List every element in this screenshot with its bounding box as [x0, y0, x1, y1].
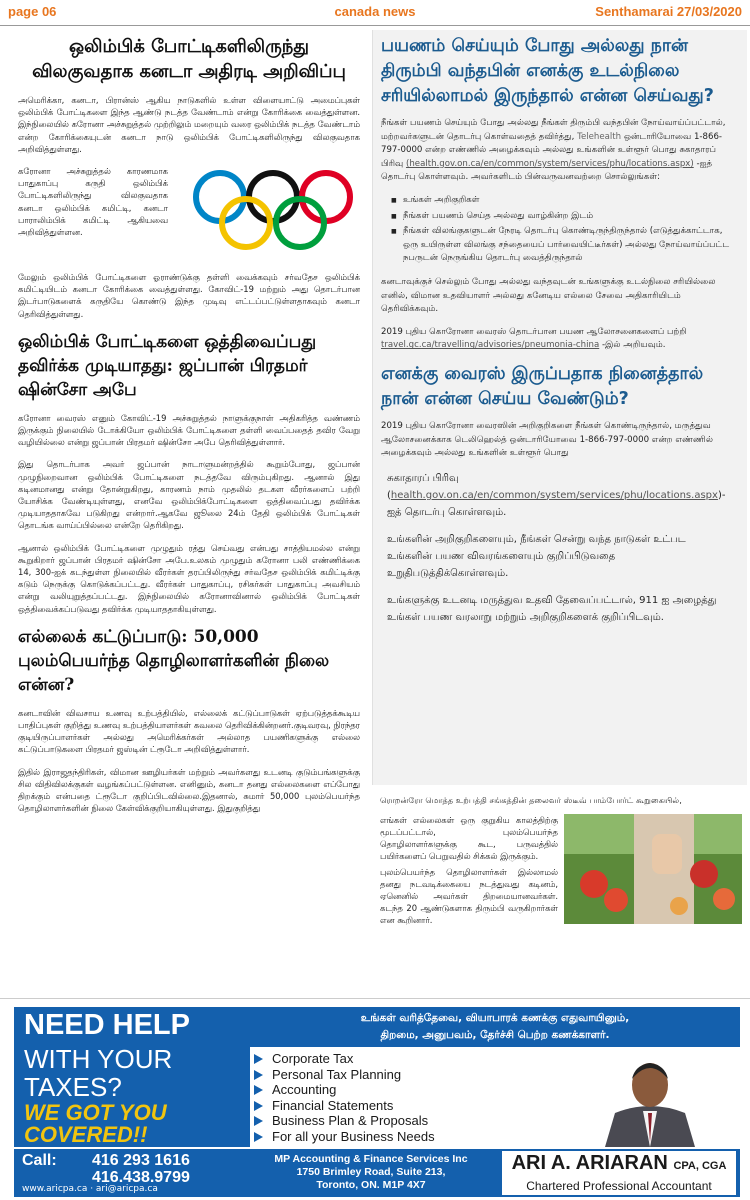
health-text: ஒன்டாரியோவை 1-866-797-0000 என்ற எண்ணில் அழைக்கவும் அல்லது உங்களின் உள்ளூர் பொது சுகாதாரப் பிரிவு [381, 131, 723, 169]
firm-street: 1750 Brimley Road, Suite 213, [296, 1166, 446, 1178]
health-paragraph: உங்களின் அறிகுறிகளையும், நீங்கள் சென்று வந்த நாடுகள் உட்பட உங்களின் பயண விவரங்களையும் குறிப்பிடுவதை உறுதிபடுத்திக்கொள்ளவும். [387, 533, 686, 579]
right-column-health-box [372, 30, 747, 785]
article-paragraph: எங்கள் எல்லைகள் ஒரு குறுகிய காலத்திற்கு மூடப்பட்டால், புலம்பெயர்ந்த தொழிலாளர்களுக்கு கூட, பருவத்தில் பயிர்களைப் பெறுவதில் சிக்கல் இருக்கும். [380, 815, 558, 861]
health-text: சுகாதாரப் பிரிவு ( [387, 472, 459, 501]
phone-number[interactable]: 416.438.9799 [92, 1169, 190, 1186]
health-paragraph [373, 117, 747, 185]
ad-tamil-banner [250, 1007, 740, 1047]
quote-with-photo [372, 814, 747, 924]
headline-japan-pm: ஒலிம்பிக் போட்டிகளை ஒத்திவைப்பது தவிர்க்க முடியாதது: ஜப்பான் பிரதமர் ஷின்சோ அபே [18, 331, 317, 400]
ad-headline: WITH YOUR [24, 1044, 173, 1074]
article-paragraph: அமெரிக்கா, கனடா, பிரான்ஸ் ஆகிய நாடுகளில் உள்ள விளையாட்டு அமைப்புகள் ஒலிம்பிக் போட்டிகளை இந்த ஆண்டு நடத்த வேண்டாம் என்று கோரிக்கை வைத்துள்ளன. இந்நிலையில் கரோனா அச்சுறுத்தல் முற்றிலும் மறையும் வரை ஒலிம்பிக் நடத்த வேண்டாம் என்ற கோரிக்கையுடன் கனடா நாடு ஒலிம்பிக் போட்டிகளிலிருந்து விலகுவதாக அறிவித்துள்ளது. [18, 95, 360, 154]
ad-services-list [250, 1051, 490, 1144]
health-text: -இல் அறியவும். [601, 340, 666, 351]
accountant-portrait [565, 1051, 735, 1147]
telehealth-label: Telehealth [577, 131, 622, 142]
ad-tagline: WE GOT YOU [24, 1100, 167, 1125]
call-label: Call: [22, 1152, 57, 1169]
article-paragraph: கனடாவின் விவசாய உணவு உற்பத்தியில், எல்லைக் கட்டுப்பாடுகள் ஏற்படுத்தக்கூடிய பாதிப்புகள் குறித்து உணவு உற்பத்தியாளர்கள் கவலை தெரிவிக்கின்றனர்.குடிவரவு, நிரந்தர குடியிருப்பாளர்கள் அல்லது அமெரிக்கர்கள் அல்லாத பயணிகளுக்கு எல்லை கட்டுப்பாடுகளை பிரதமர் ஜஸ்டின் ட்ரூடோ அறிவித்துள்ளார். [18, 707, 360, 755]
phu-locations-link[interactable]: (health.gov.on.ca/en/common/system/services/phu/locations.aspx) [405, 158, 694, 169]
article-paragraph: இது தொடர்பாக அவர் ஜப்பான் நாடாளுமன்றத்தில் கூறும்போது, ஜப்பான் முழுநிறைவான ஒலிம்பிக் போட்டிகளை நடத்தவே விரும்புகிறது. ஆனால் இது கடினமானது என்று தோன்றுகிறது, காரணம் நாம் முதலில் தடகள வீரர்களைப் பற்றி யோசிக்க வேண்டியுள்ளது, எனவே ஒலிம்பிக்போட்டிகளை ஒத்திவைப்பது தவிர்க்க முடியாததாகவே படுகிறது என்றார்.ஆகவே ஜூலை 24ம் தேதி ஒலிம்பிக் போட்டிகள் தொடங்க வாய்ப்பில்லை என்றே தெரிகிறது. [18, 459, 360, 531]
list-item: For all your Business Needs [250, 1129, 490, 1145]
headline-think-virus: எனக்கு வைரஸ் இருப்பதாக நினைத்தால் நான் என்ன செய்ய வேண்டும்? [381, 363, 704, 409]
health-paragraph [373, 326, 747, 353]
list-item: Personal Tax Planning [250, 1067, 490, 1083]
website-email[interactable]: www.aricpa.ca · ari@aricpa.ca [22, 1184, 158, 1194]
health-paragraph: 2019 புதிய கொரோனா வைரஸின் அறிகுறிகளை நீங்கள் கொண்டிருந்தால், மருத்துவ ஆலோசனைக்காக டெலிஹெல்த் ஒன்டாரியோவை 1-866-797-0000 என்ற எண்ணில் அழைக்கவும் அல்லது உங்களின் உள்ளூர் பொது [381, 420, 713, 459]
banner-line: திறமை, அனுபவம், தேர்ச்சி பெற்ற கணக்காளர். [380, 1029, 610, 1041]
article-paragraph: இதில் இராஜதந்திரிகள், விமான ஊழியர்கள் மற்றும் அவர்களது உடனடி குடும்பங்களுக்கு சில விதிவிலக்குகள் வழங்கப்பட்டுள்ளன. எனினும், கனடா தனது எல்லைகளை எப்போது திறக்கும் என்பதை ட்ரூடோ குறிப்பிடவில்லை.இதனால், சுமார் 50,000 புலம்பெயர்ந்த தொழிலாளர்களின் நிலை கேள்விக்குறியாகியுள்ளது. இதுகுறித்து [18, 766, 360, 814]
health-text: -ஐத் தொடர்பு கொள்ளவும். அவர்களிடம் பின்வருவனவற்றை சொல்லுங்கள்: [381, 158, 713, 183]
headline-canada-olympics: ஒலிம்பிக் போட்டிகளிலிருந்து விலகுவதாக கனடா அதிரடி அறிவிப்பு [32, 36, 346, 82]
health-text: )-ஐத் தொடர்பு கொள்ளவும். [387, 489, 726, 518]
tax-advertisement [0, 998, 750, 1200]
border-article-continuation [372, 790, 747, 992]
olympic-rings-image [188, 165, 358, 255]
firm-address [246, 1153, 496, 1192]
article-paragraph: கரோனா வைரஸ் எனும் கோவிட்-19 அச்சுறுத்தல் நாளுக்குநாள் அதிகரித்த வண்ணம் இருக்கும் நிலையில் டோக்கியோ ஒலிம்பிக் போட்டிகளை தள்ளி வைப்பதைத் தவிர வேறு வழியில்லை என்று ஜப்பான் பிரதமர் ஷின்சோ அபே தெரிவித்துள்ளார். [18, 412, 360, 448]
health-paragraph: கனடாவுக்குச் செல்லும் போது அல்லது வந்தவுடன் உங்களுக்கு உடல்நிலை சரியில்லை எனில், விமான உதவியாளர் அல்லது கனேடிய எல்லை சேவை அதிகாரியிடம் தெரிவிக்கவும். [381, 276, 716, 315]
list-item: Corporate Tax [250, 1051, 490, 1067]
left-column [18, 34, 360, 994]
article-paragraph: கரோனா அச்சுறுத்தல் காரணமாக பாதுகாப்பு கருதி ஒலிம்பிக் போட்டிகளிலிருந்து விலகுவதாக கனடா ஒலிம்பிக் கமிட்டி, கனடா பாராலிம்பிக் கமிட்டி ஆகியவை அறிவித்துள்ளன. [18, 166, 168, 238]
list-item: Business Plan & Proposals [250, 1113, 490, 1129]
firm-city: Toronto, ON. M1P 4X7 [316, 1179, 426, 1191]
ad-need-help-panel [14, 1007, 250, 1147]
headline-border-workers: எல்லைக் கட்டுப்பாடு: 50,000 புலம்பெயர்ந்த தொழிலாளர்களின் நிலை என்ன? [18, 626, 330, 695]
health-paragraph [373, 470, 747, 521]
phu-locations-link[interactable]: health.gov.on.ca/en/common/system/services/phu/locations.aspx [390, 489, 718, 501]
article-paragraph: ரொறன்ரோ மொத்த உற்பத்தி சங்கத்தின் தலைவர் ஸ்டீவ் பாம்போர்ட் கூறுகையில், [380, 795, 682, 805]
ad-headline: TAXES? [24, 1072, 122, 1102]
health-text: நீங்கள் பயணம் செய்யும் போது அல்லது நீங்கள் திரும்பி வந்தபின் நோய்வாய்ப்பட்டால், மற்றவர்களுடன் தொடர்பு கொள்வதைத் தவிர்த்து, [381, 118, 726, 142]
list-item: ■ உங்கள் அறிகுறிகள் [403, 194, 739, 208]
olympic-block [18, 165, 360, 263]
health-paragraph: உங்களுக்கு உடனடி மருத்துவ உதவி தேவைப்பட்டால், 911 ஐ அழைத்து உங்கள் பயண வரலாறு மற்றும் அறிகுறிகளைக் குறிப்பிடவும். [387, 594, 717, 623]
list-item: ■ நீங்கள் பயணம் செய்த அல்லது வாழ்கின்ற இடம் [403, 210, 739, 224]
accountant-name: ARI A. ARIARAN [511, 1152, 668, 1174]
firm-name: MP Accounting & Finance Services Inc [274, 1153, 468, 1165]
phone-number[interactable]: 416 293 1616 [92, 1152, 190, 1169]
banner-line: உங்கள் வரித்தேவை, வியாபாரக் கணக்கு எதுவாயினும், [360, 1012, 630, 1024]
accountant-nameplate [502, 1151, 736, 1195]
symptom-checklist [373, 194, 747, 266]
ad-headline: NEED HELP [24, 1009, 190, 1041]
accountant-credentials: CPA, CGA [673, 1160, 727, 1172]
travel-advisory-link[interactable]: travel.gc.ca/travelling/advisories/pneumonia-china [381, 340, 600, 351]
page-number: page 06 [8, 4, 57, 19]
article-paragraph: ஆனால் ஒலிம்பிக் போட்டிகளை முழுதும் ரத்து செய்வது என்பது சாத்தியமல்ல என்று கூறுகிறார் ஜப்பான் பிரதமர் ஷின்சோ அபே.உலகம் முழுதும் கரோனா பலி எண்ணிக்கை 14, 300-ஐக் கடந்துள்ள நிலையில் வீரர்கள் தரப்பிலிருந்து சர்வதேச ஒலிம்பிக் கமிட்டிக்கு கடும் நெருக்கு கொடுக்கப்பட்டது. வீரர்கள் பாதுகாப்பு, ரசிகர்கள் பாதுகாப்பு அவசியம் என்று வலியுறுத்தப்பட்டது. இந்நிலையில் கரோனாவினால் ஒலிம்பிக் போட்டிகள் ஒத்திவைக்கப்படுவது தவிர்க்க முடியாததாகியுள்ளது. [18, 542, 360, 614]
headline-sick-while-travelling: பயணம் செய்யும் போது அல்லது நான் திரும்பி வந்தபின் எனக்கு உடல்நிலை சரியில்லாமல் இருந்தால் என்ன செய்வது? [381, 36, 714, 106]
paper-section: canada news [334, 4, 416, 19]
ad-phone-block [22, 1152, 190, 1186]
list-item: Accounting [250, 1082, 490, 1098]
list-item: Financial Statements [250, 1098, 490, 1114]
ad-tagline: COVERED!! [24, 1122, 148, 1147]
accountant-title: Chartered Professional Accountant [526, 1179, 712, 1193]
masthead [0, 0, 750, 26]
list-item: ■ நீங்கள் விலங்குகளுடன் நேரடி தொடர்பு கொண்டிருந்திருந்தால் (எடுத்துக்காட்டாக, ஒரு உயிருள்ள விலங்கு சந்தையைப் பார்வையிட்டீர்கள்) அல்லது நோய்வாய்ப்பட்ட நபருடன் நெருங்கிய தொடர்பு வைத்திருந்தால் [403, 225, 739, 266]
tomato-harvest-photo [564, 814, 742, 924]
edition-date: Senthamarai 27/03/2020 [595, 4, 742, 19]
article-paragraph: புலம்பெயர்ந்த தொழிலாளர்கள் இல்லாமல் தனது நடவடிக்கையை நடத்துவது கடினம், ஏனெனில் அவர்கள் திறமையானவர்கள். கடந்த 20 ஆண்டுகளாக திரும்பி வருகிறார்கள் என கூறினார். [380, 867, 558, 925]
health-text: 2019 புதிய கொரோனா வைரஸ் தொடர்பான பயண ஆலோசனைகளைப் பற்றி [381, 326, 687, 337]
ad-contact-bar [14, 1149, 740, 1197]
article-paragraph: மேலும் ஒலிம்பிக் போட்டிகளை ஓராண்டுக்கு தள்ளி வைக்கவும் சர்வதேச ஒலிம்பிக் கமிட்டியிடம் கனடா கோரிக்கை வைத்துள்ளது. கோவிட்-19 மற்றும் அது தொடர்பான இடர்பாடுகளைக் கருதியே கொண்டு இந்த முடிவு எட்டப்பட்டுள்ளதாகவும் கனடா தெரிவித்துள்ளது. [18, 272, 360, 319]
